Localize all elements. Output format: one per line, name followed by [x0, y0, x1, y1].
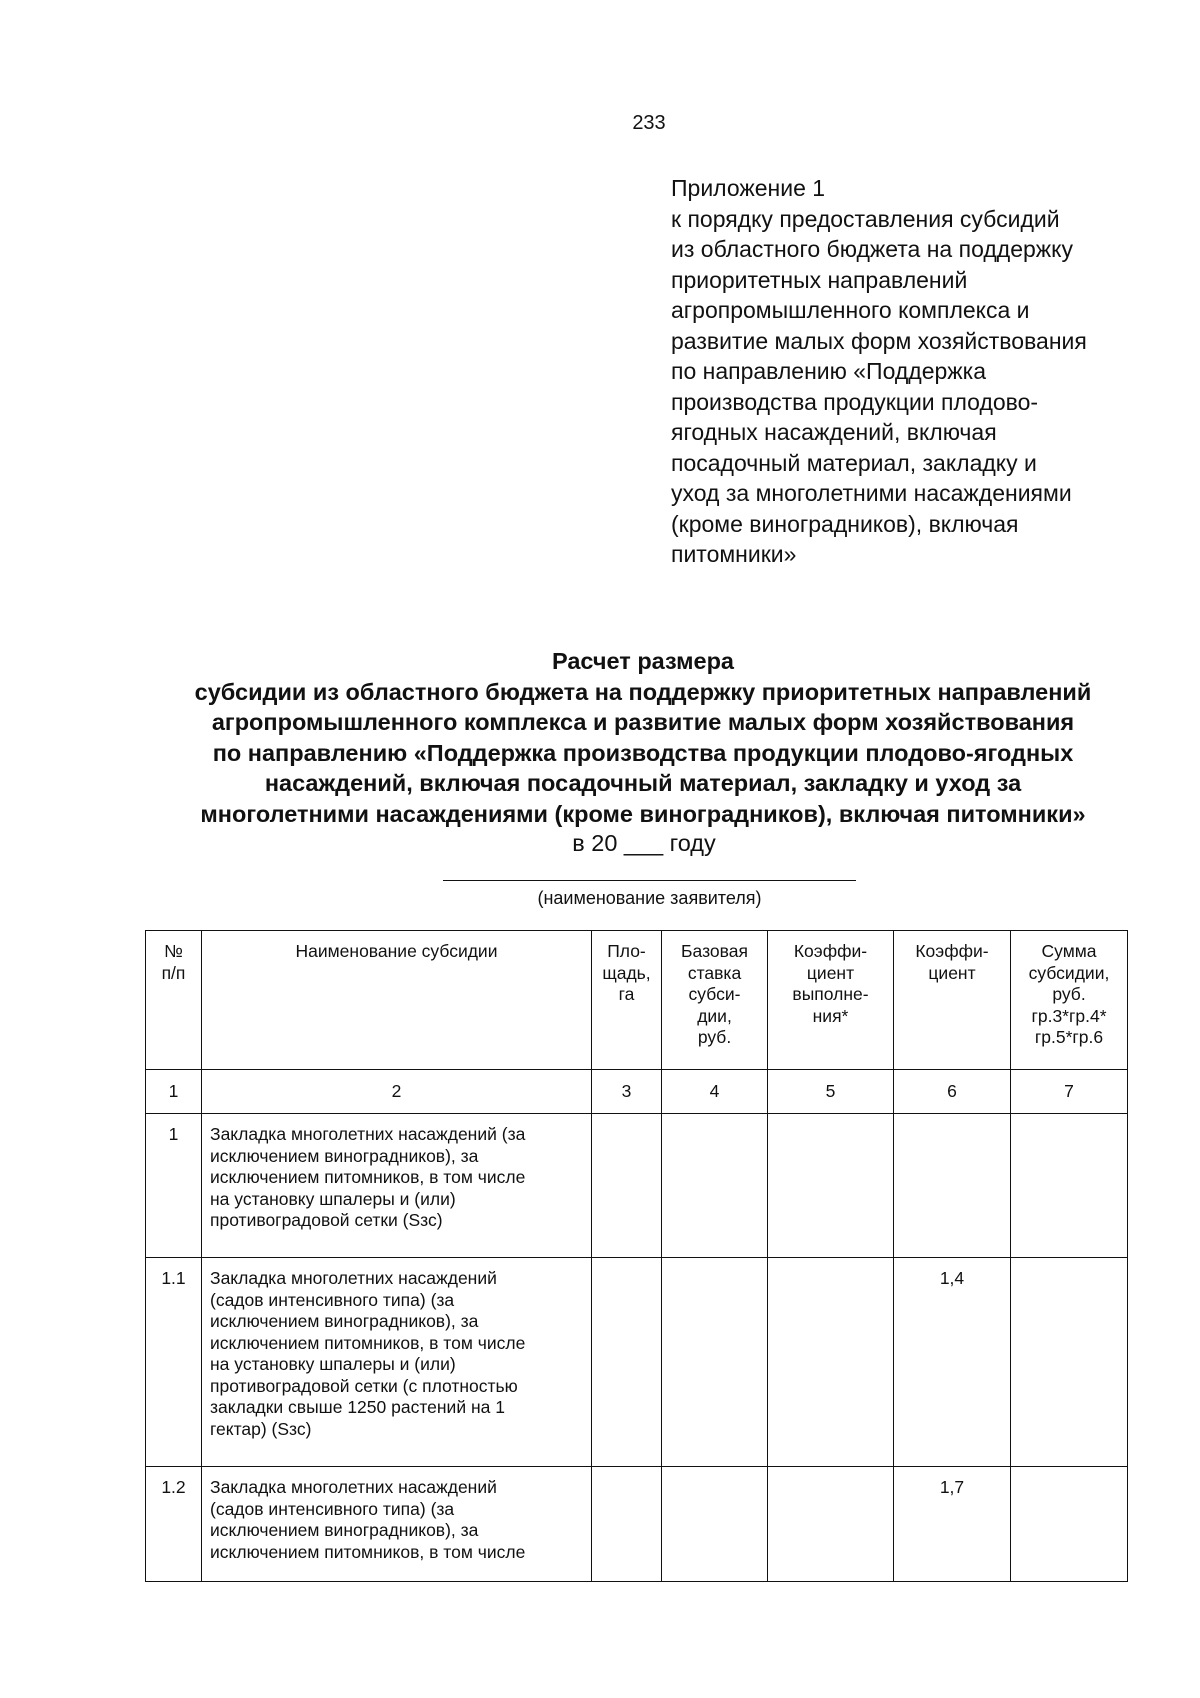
title-line: по направлению «Поддержка производства продукции плодово-ягодных	[212, 739, 1074, 766]
row-coef: 1,7	[894, 1467, 1011, 1582]
row-subsidy-name: Закладка многолетних насаждений (садов интенсивного типа) (за исключением виноградников), за исключением питомников, в том числе	[202, 1467, 592, 1582]
applicant-caption: (наименование заявителя)	[537, 888, 762, 908]
page-number: 233	[632, 112, 666, 134]
column-number: 4	[662, 1070, 768, 1114]
row-base-rate	[662, 1114, 768, 1258]
title-line: насаждений, включая посадочный материал, закладку и уход за	[264, 770, 1022, 796]
title-line: агропромышленного комплекса и развитие малых форм хозяйствования	[211, 709, 1075, 735]
row-area	[592, 1467, 662, 1582]
column-number: 1	[146, 1070, 202, 1114]
title-line: Расчет размера	[551, 648, 735, 674]
row-num: 1.1	[146, 1258, 202, 1467]
appendix-line: производства продукции плодово-	[671, 388, 1039, 415]
header-coef: Коэффи- циент	[894, 931, 1011, 1070]
title-line: субсидии из областного бюджета на поддержку приоритетных направлений	[194, 678, 1092, 705]
header-subsidy-name: Наименование субсидии	[202, 931, 592, 1070]
appendix-line: из областного бюджета на поддержку	[671, 236, 1073, 262]
appendix-line: развитие малых форм хозяйствования	[671, 327, 1087, 354]
header-completion-coef: Коэффи- циент выполне- ния*	[768, 931, 894, 1070]
row-subsidy-name: Закладка многолетних насаждений (за исключением виноградников), за исключением питомников, в том числе на установку шпалеры и (или) противоградовой сетки (Sзс)	[202, 1114, 592, 1258]
appendix-line: ягодных насаждений, включая	[671, 419, 997, 445]
column-number: 2	[202, 1070, 592, 1114]
row-subsidy-name: Закладка многолетних насаждений (садов интенсивного типа) (за исключением виноградников), за исключением питомников, в том числе на установку шпалеры и (или) противоградовой сетки (с плотностью закладки свыше 1250 растений на 1 гектар) (Sзс)	[202, 1258, 592, 1467]
header-area: Пло- щадь, га	[592, 931, 662, 1070]
header-base-rate: Базовая ставка субси- дии, руб.	[662, 931, 768, 1070]
row-coef: 1,4	[894, 1258, 1011, 1467]
appendix-line: уход за многолетними насаждениями	[671, 480, 1072, 506]
subsidy-table	[145, 930, 1128, 1582]
header-num: № п/п	[146, 931, 202, 1070]
appendix-block	[671, 173, 1171, 570]
row-completion-coef	[768, 1114, 894, 1258]
column-number: 7	[1011, 1070, 1128, 1114]
applicant-underline	[443, 880, 856, 881]
table-row	[146, 1258, 1128, 1467]
row-sum	[1011, 1258, 1128, 1467]
column-number: 3	[592, 1070, 662, 1114]
column-number-row	[146, 1070, 1128, 1114]
row-completion-coef	[768, 1467, 894, 1582]
row-num: 1.2	[146, 1467, 202, 1582]
appendix-line: к порядку предоставления субсидий	[671, 205, 1060, 232]
row-completion-coef	[768, 1258, 894, 1467]
year-line: в 20 ___ году	[572, 830, 716, 856]
row-sum	[1011, 1467, 1128, 1582]
appendix-line: приоритетных направлений	[671, 266, 968, 293]
document-title	[60, 646, 1200, 829]
appendix-line: посадочный материал, закладку и	[671, 449, 1037, 476]
row-num: 1	[146, 1114, 202, 1258]
column-number: 6	[894, 1070, 1011, 1114]
row-area	[592, 1114, 662, 1258]
table-row	[146, 1467, 1128, 1582]
row-base-rate	[662, 1258, 768, 1467]
header-sum: Сумма субсидии, руб. гр.3*гр.4* гр.5*гр.6	[1011, 931, 1128, 1070]
row-sum	[1011, 1114, 1128, 1258]
row-area	[592, 1258, 662, 1467]
appendix-line: по направлению «Поддержка	[671, 358, 987, 384]
appendix-line: (кроме виноградников), включая	[671, 510, 1019, 537]
appendix-line: агропромышленного комплекса и	[671, 297, 1030, 323]
column-number: 5	[768, 1070, 894, 1114]
table-header-row	[146, 931, 1128, 1070]
appendix-line: питомники»	[671, 541, 797, 567]
table-row	[146, 1114, 1128, 1258]
row-base-rate	[662, 1467, 768, 1582]
title-line: многолетними насаждениями (кроме виноградников), включая питомники»	[200, 800, 1086, 827]
row-coef	[894, 1114, 1011, 1258]
appendix-line: Приложение 1	[671, 175, 826, 201]
